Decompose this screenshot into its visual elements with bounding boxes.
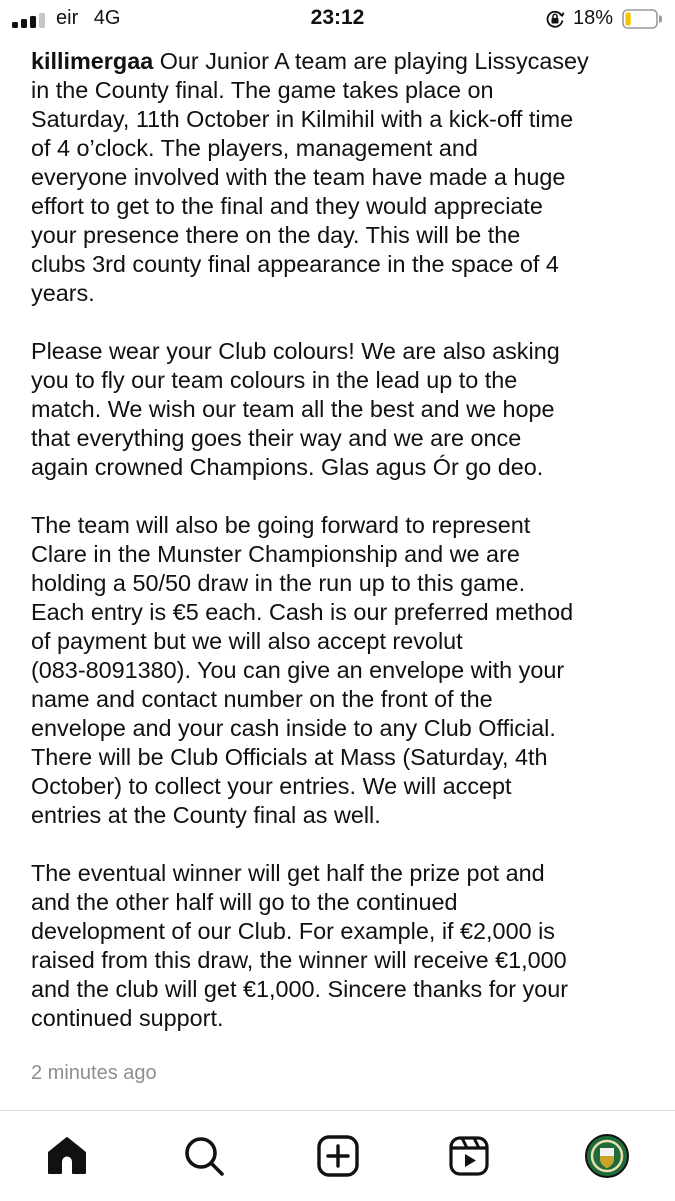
search-icon <box>181 1133 227 1179</box>
status-bar <box>0 0 675 38</box>
home-icon <box>44 1133 90 1179</box>
battery-icon <box>622 9 662 29</box>
post-timestamp: 2 minutes ago <box>31 1062 157 1084</box>
battery-percentage: 18% <box>573 7 614 29</box>
nav-create-post[interactable] <box>315 1133 361 1179</box>
caption-paragraph: The team will also be going forward to represent Clare in the Munster Championship and we are holding a 50/50 draw in the run up to this game. Each entry is €5 each. Cash is our preferred method of payment but we will also accept revolut (083-8091380). You can give an envelope with your name and contact number on the front of the envelope and your cash inside to any Club Official. There will be Club Officials at Mass (Saturday, 4th October) to collect your entries. We will accept entries at the County final as well. <box>31 512 574 828</box>
carrier-name: eir <box>56 7 79 29</box>
reels-icon <box>446 1133 492 1179</box>
nav-home[interactable] <box>44 1133 90 1179</box>
bottom-navigation-bar <box>0 1110 675 1201</box>
status-time: 23:12 <box>310 6 365 29</box>
caption-text: Our Junior A team are playing Lissycasey in the County final. The game takes place on Saturday, 11th October in Kilmihil with a kick-off time of 4 o’clock. The players, management and everyone involved with the team have made a huge effort to get to the final and they would appreciate your presence there on the day. This will be the clubs 3rd county final appearance in the space of 4 years. <box>31 48 589 306</box>
network-type: 4G <box>93 7 121 29</box>
profile-avatar[interactable] <box>585 1134 629 1178</box>
club-crest-icon <box>587 1136 627 1176</box>
nav-search[interactable] <box>181 1133 227 1179</box>
caption-paragraph: Please wear your Club colours! We are also asking you to fly our team colours in the lead up to the match. We wish our team all the best and we hope that everything goes their way and we are once again crowned Champions. Glas agus Ór go deo. <box>31 338 560 480</box>
nav-reels[interactable] <box>446 1133 492 1179</box>
post-username[interactable]: killimergaa <box>31 48 154 74</box>
orientation-lock-icon <box>545 9 565 29</box>
post-caption <box>31 47 659 1062</box>
caption-paragraph <box>31 47 659 308</box>
caption-paragraph: The eventual winner will get half the prize pot and and the other half will go to the continued development of our Club. For example, if €2,000 is raised from this draw, the winner will receive €1,000 and the club will get €1,000. Sincere thanks for your continued support. <box>31 860 569 1031</box>
create-post-icon <box>315 1133 361 1179</box>
